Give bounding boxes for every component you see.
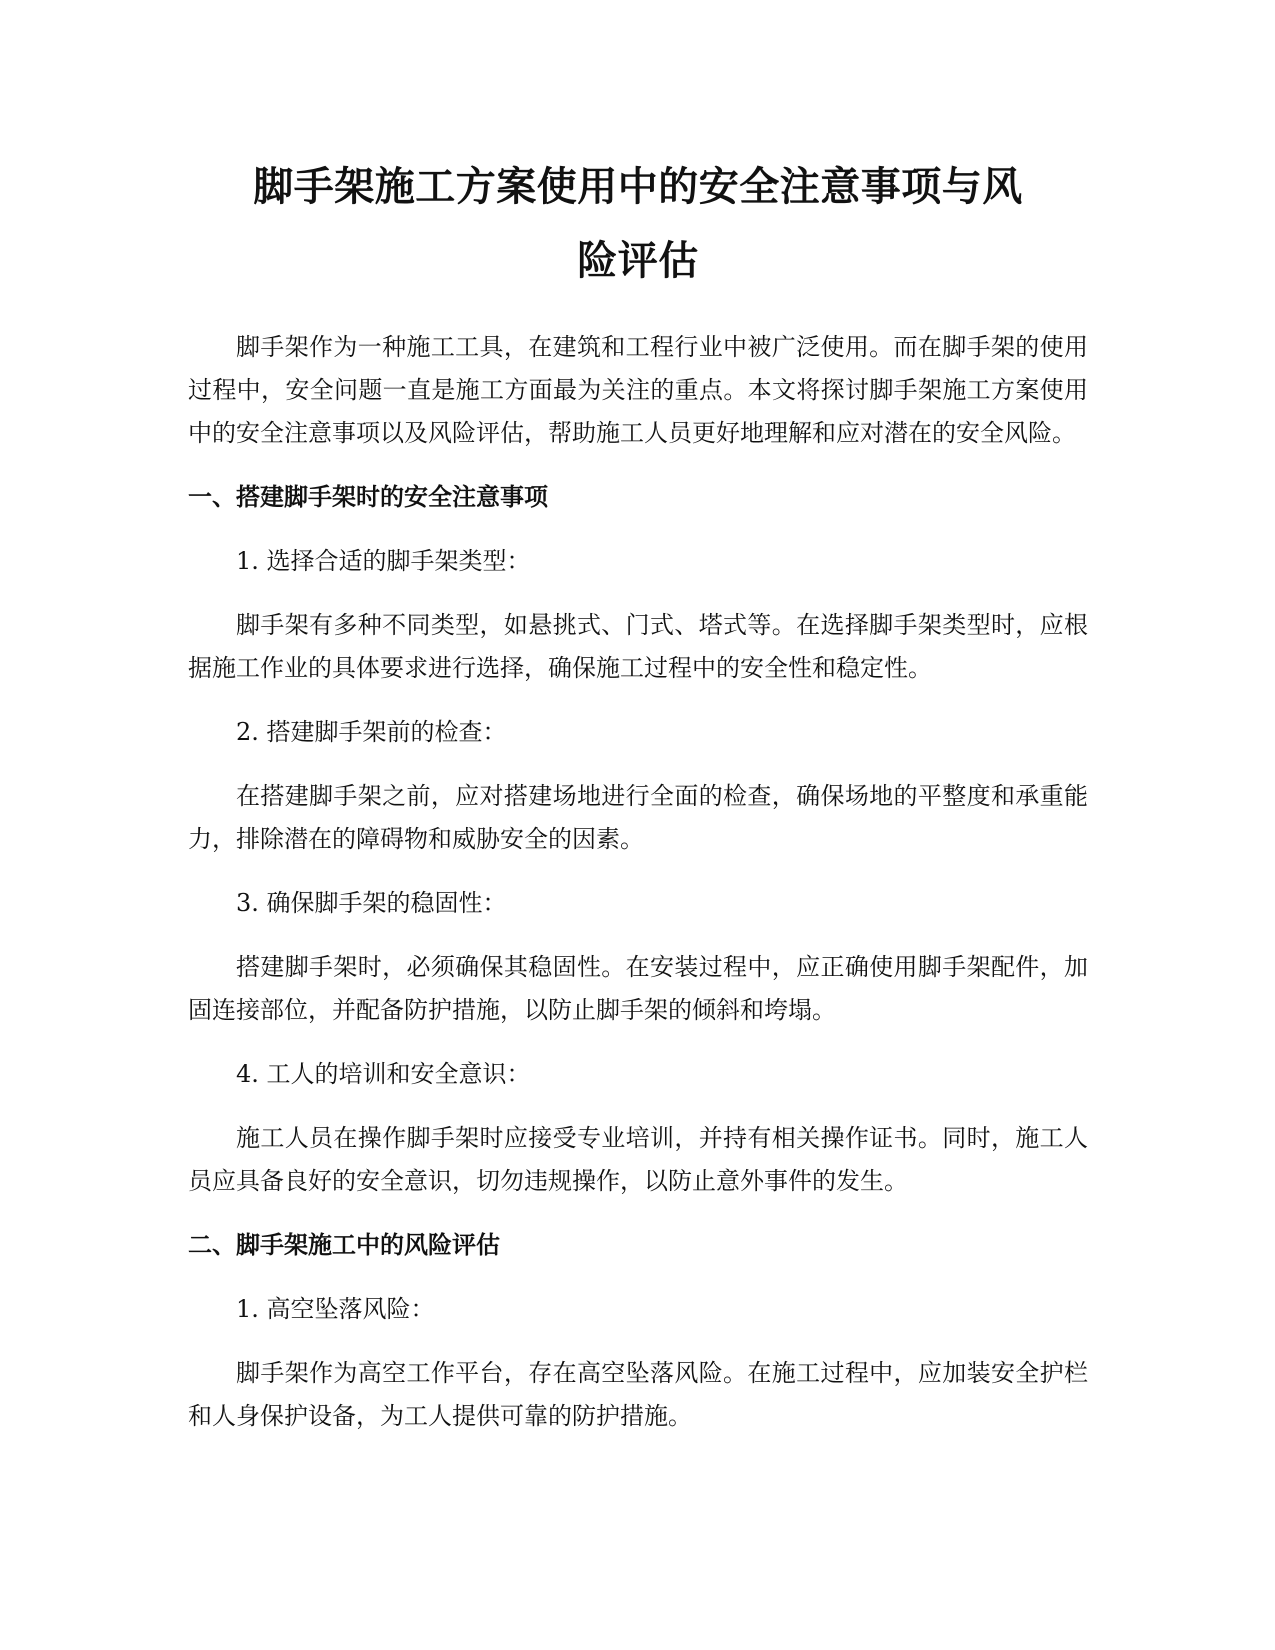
section-2-heading: 二、脚手架施工中的风险评估 — [188, 1231, 500, 1259]
section-1-heading: 一、搭建脚手架时的安全注意事项 — [188, 483, 548, 511]
document-title — [188, 150, 1088, 298]
section-1-item-1-text: 脚手架有多种不同类型，如悬挑式、门式、塔式等。在选择脚手架类型时，应根据施工作业的具体要求进行选择，确保施工过程中的安全性和稳定性。 — [188, 611, 1088, 682]
section-1-item-3-label: 3. 确保脚手架的稳固性： — [236, 889, 507, 917]
document-body — [188, 150, 1088, 1459]
section-1-item-4-label: 4. 工人的培训和安全意识： — [236, 1060, 531, 1088]
section-1-item-4-text: 施工人员在操作脚手架时应接受专业培训，并持有相关操作证书。同时，施工人员应具备良好的安全意识，切勿违规操作，以防止意外事件的发生。 — [188, 1124, 1088, 1195]
section-1-item-3-text: 搭建脚手架时，必须确保其稳固性。在安装过程中，应正确使用脚手架配件，加固连接部位，并配备防护措施，以防止脚手架的倾斜和垮塌。 — [188, 953, 1088, 1024]
title-line-1: 脚手架施工方案使用中的安全注意事项与风 — [253, 164, 1023, 210]
intro-paragraph: 脚手架作为一种施工工具，在建筑和工程行业中被广泛使用。而在脚手架的使用过程中，安全问题一直是施工方面最为关注的重点。本文将探讨脚手架施工方案使用中的安全注意事项以及风险评估，帮助施工人员更好地理解和应对潜在的安全风险。 — [188, 333, 1088, 447]
section-1-item-1-label: 1. 选择合适的脚手架类型： — [236, 547, 531, 575]
section-1-item-2-label: 2. 搭建脚手架前的检查： — [236, 718, 507, 746]
section-2-item-1-label: 1. 高空坠落风险： — [236, 1295, 435, 1323]
title-line-2: 险评估 — [577, 238, 699, 284]
section-1-item-2-text: 在搭建脚手架之前，应对搭建场地进行全面的检查，确保场地的平整度和承重能力，排除潜在的障碍物和威胁安全的因素。 — [188, 782, 1088, 853]
section-2-item-1-text: 脚手架作为高空工作平台，存在高空坠落风险。在施工过程中，应加装安全护栏和人身保护设备，为工人提供可靠的防护措施。 — [188, 1359, 1088, 1430]
